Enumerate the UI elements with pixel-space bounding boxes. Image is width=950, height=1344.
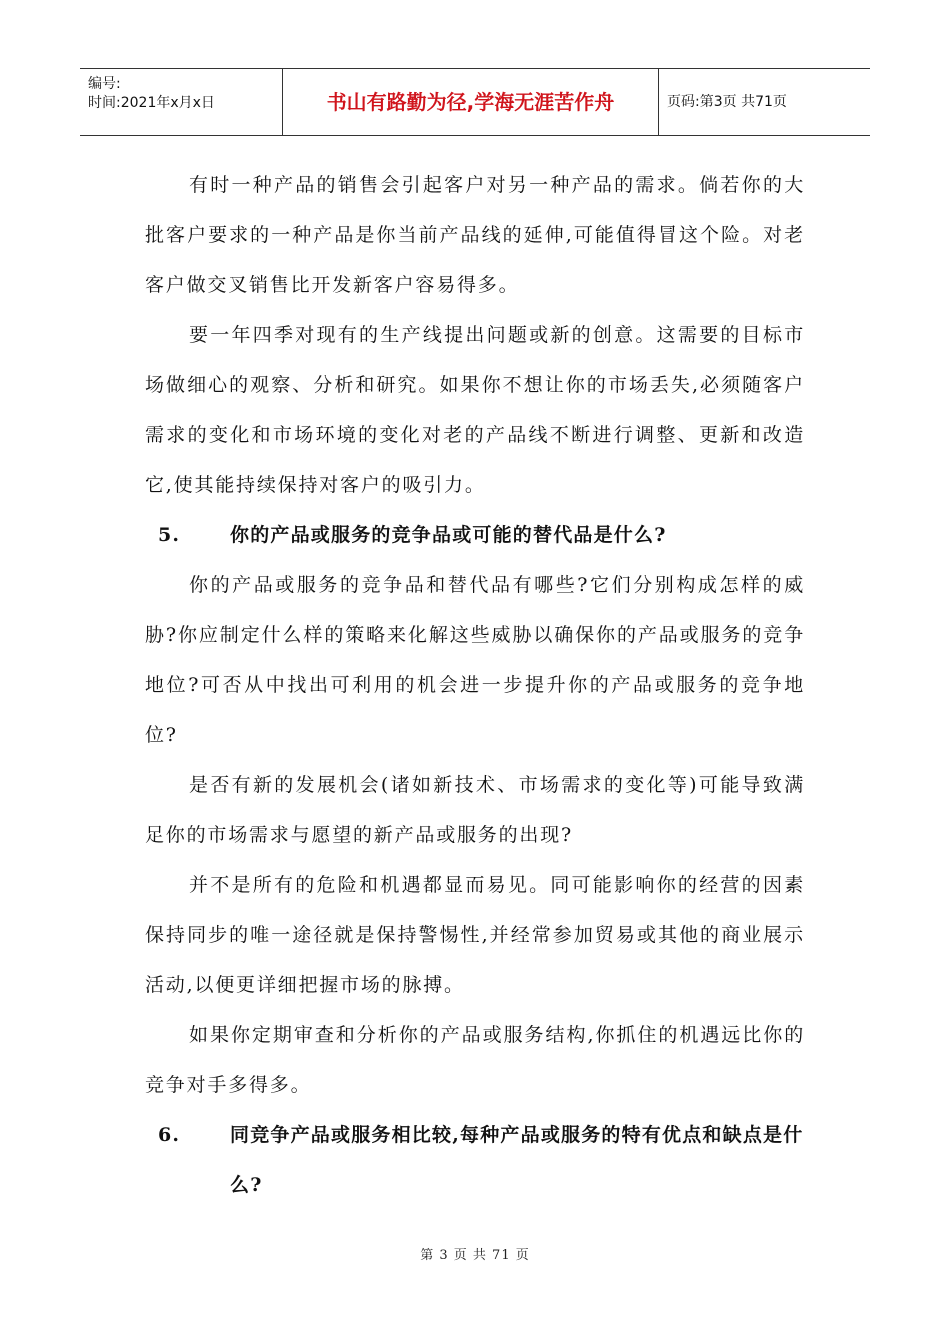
paragraph-product-line-innovation: 要一年四季对现有的生产线提出问题或新的创意。这需要的目标市场做细心的观察、分析和研究。如果你不想让你的市场丢失,必须随客户需求的变化和市场环境的变化对老的产品线不断进行调整、更新和改造它,使其能持续保持对客户的吸引力。 bbox=[145, 324, 805, 496]
section-title-6: 同竞争产品或服务相比较,每种产品或服务的特有优点和缺点是什么? bbox=[230, 1124, 804, 1196]
section-heading-5 bbox=[145, 510, 805, 560]
paragraph-cross-selling: 有时一种产品的销售会引起客户对另一种产品的需求。倘若你的大批客户要求的一种产品是你当前产品线的延伸,可能值得冒这个险。对老客户做交叉销售比开发新客户容易得多。 bbox=[145, 174, 805, 296]
document-number-label: 编号: bbox=[88, 76, 121, 92]
section-title-5: 你的产品或服务的竞争品或可能的替代品是什么? bbox=[230, 524, 667, 546]
section-number-5: 5. bbox=[158, 524, 181, 546]
header-motto: 书山有路勤为径,学海无涯苦作舟 bbox=[282, 69, 659, 135]
paragraph-competitors-substitutes: 你的产品或服务的竞争品和替代品有哪些?它们分别构成怎样的威胁?你应制定什么样的策略来化解这些威胁以确保你的产品或服务的竞争地位?可否从中找出可利用的机会进一步提升你的产品或服务的竞争地位? bbox=[145, 574, 805, 746]
document-time-label: 时间:2021年x月x日 bbox=[88, 95, 215, 111]
header-page-number: 页码:第3页 共71页 bbox=[667, 94, 787, 110]
section-heading-6 bbox=[145, 1110, 805, 1210]
paragraph-regular-review: 如果你定期审查和分析你的产品或服务结构,你抓住的机遇远比你的竞争对手多得多。 bbox=[145, 1024, 805, 1096]
header-meta bbox=[80, 69, 282, 135]
section-number-6: 6. bbox=[158, 1124, 181, 1146]
paragraph-new-opportunities: 是否有新的发展机会(诸如新技术、市场需求的变化等)可能导致满足你的市场需求与愿望的新产品或服务的出现? bbox=[145, 774, 805, 846]
page-footer: 第 3 页 共 71 页 bbox=[420, 1248, 530, 1263]
document-body bbox=[145, 160, 805, 1210]
page-header bbox=[80, 68, 870, 136]
paragraph-risks-opportunities: 并不是所有的危险和机遇都显而易见。同可能影响你的经营的因素保持同步的唯一途径就是保持警惕性,并经常参加贸易或其他的商业展示活动,以便更详细把握市场的脉搏。 bbox=[145, 874, 805, 996]
